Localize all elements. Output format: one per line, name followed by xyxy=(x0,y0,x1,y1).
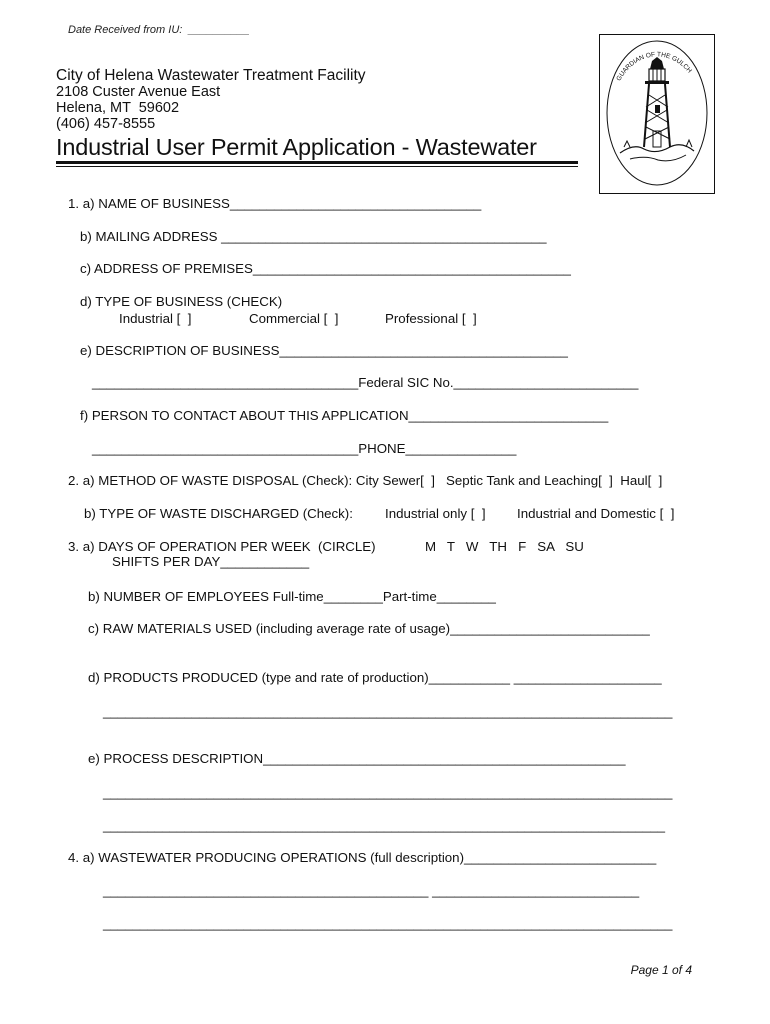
professional-checkbox[interactable]: Professional [ ] xyxy=(385,311,477,326)
employees-field[interactable]: b) NUMBER OF EMPLOYEES Full-time________Part-time________ xyxy=(88,589,496,604)
wastewater-operations-field[interactable]: 4. a) WASTEWATER PRODUCING OPERATIONS (full description)__________________________ xyxy=(68,850,657,865)
business-description-field[interactable]: e) DESCRIPTION OF BUSINESS_______________________________________ xyxy=(80,343,568,358)
city-state-zip: Helena, MT 59602 xyxy=(56,100,180,116)
premises-address-field[interactable]: c) ADDRESS OF PREMISES___________________________________________ xyxy=(80,261,571,276)
page-number: Page 1 of 4 xyxy=(630,963,692,977)
fire-tower-seal-icon xyxy=(600,35,714,193)
street-address: 2108 Custer Avenue East xyxy=(56,84,221,100)
title-rule-thick xyxy=(56,161,578,164)
raw-materials-field[interactable]: c) RAW MATERIALS USED (including average rate of usage)___________________________ xyxy=(88,621,650,636)
phone-number: (406) 457-8555 xyxy=(56,116,156,132)
process-description-line-2[interactable]: _____________________________________________________________________________ xyxy=(103,785,673,800)
products-produced-field[interactable]: d) PRODUCTS PRODUCED (type and rate of production)___________ ____________________ xyxy=(88,670,662,685)
federal-sic-field[interactable]: ____________________________________Federal SIC No._________________________ xyxy=(92,375,639,390)
industrial-domestic-checkbox[interactable]: Industrial and Domestic [ ] xyxy=(517,506,675,521)
process-description-line-3[interactable]: ____________________________________________________________________________ xyxy=(103,818,666,833)
contact-person-field[interactable]: f) PERSON TO CONTACT ABOUT THIS APPLICATION___________________________ xyxy=(80,408,609,423)
commercial-checkbox[interactable]: Commercial [ ] xyxy=(249,311,339,326)
industrial-checkbox[interactable]: Industrial [ ] xyxy=(119,311,192,326)
logo-frame xyxy=(599,34,715,194)
mailing-address-field[interactable]: b) MAILING ADDRESS ____________________________________________ xyxy=(80,229,547,244)
date-received-field[interactable]: Date Received from IU: __________ xyxy=(68,24,250,36)
page-title: Industrial User Permit Application - Wastewater xyxy=(56,134,537,160)
days-of-week-options[interactable]: M T W TH F SA SU xyxy=(425,539,584,554)
process-description-field[interactable]: e) PROCESS DESCRIPTION_________________________________________________ xyxy=(88,751,626,766)
days-of-operation-label: 3. a) DAYS OF OPERATION PER WEEK (CIRCLE) xyxy=(68,539,376,554)
logo-arc-text: GUARDIAN OF THE GULCH xyxy=(615,51,693,83)
wastewater-operations-line-2[interactable]: ____________________________________________ ____________________________ xyxy=(103,883,640,898)
business-name-field[interactable]: 1. a) NAME OF BUSINESS__________________________________ xyxy=(68,196,482,211)
business-type-label: d) TYPE OF BUSINESS (CHECK) xyxy=(80,294,283,309)
wastewater-operations-line-3[interactable]: _____________________________________________________________________________ xyxy=(103,916,673,931)
title-rule-thin xyxy=(56,166,578,167)
waste-disposal-method-field[interactable]: 2. a) METHOD OF WASTE DISPOSAL (Check): City Sewer[ ] Septic Tank and Leaching[ ] Haul[ ] xyxy=(68,473,663,488)
contact-phone-field[interactable]: ____________________________________PHONE_______________ xyxy=(92,441,517,456)
shifts-per-day-field[interactable]: SHIFTS PER DAY____________ xyxy=(112,554,310,569)
industrial-only-checkbox[interactable]: Industrial only [ ] xyxy=(385,506,486,521)
waste-discharged-label: b) TYPE OF WASTE DISCHARGED (Check): xyxy=(84,506,353,521)
products-produced-line-2[interactable]: _____________________________________________________________________________ xyxy=(103,704,673,719)
organization-name: City of Helena Wastewater Treatment Facility xyxy=(56,67,366,84)
